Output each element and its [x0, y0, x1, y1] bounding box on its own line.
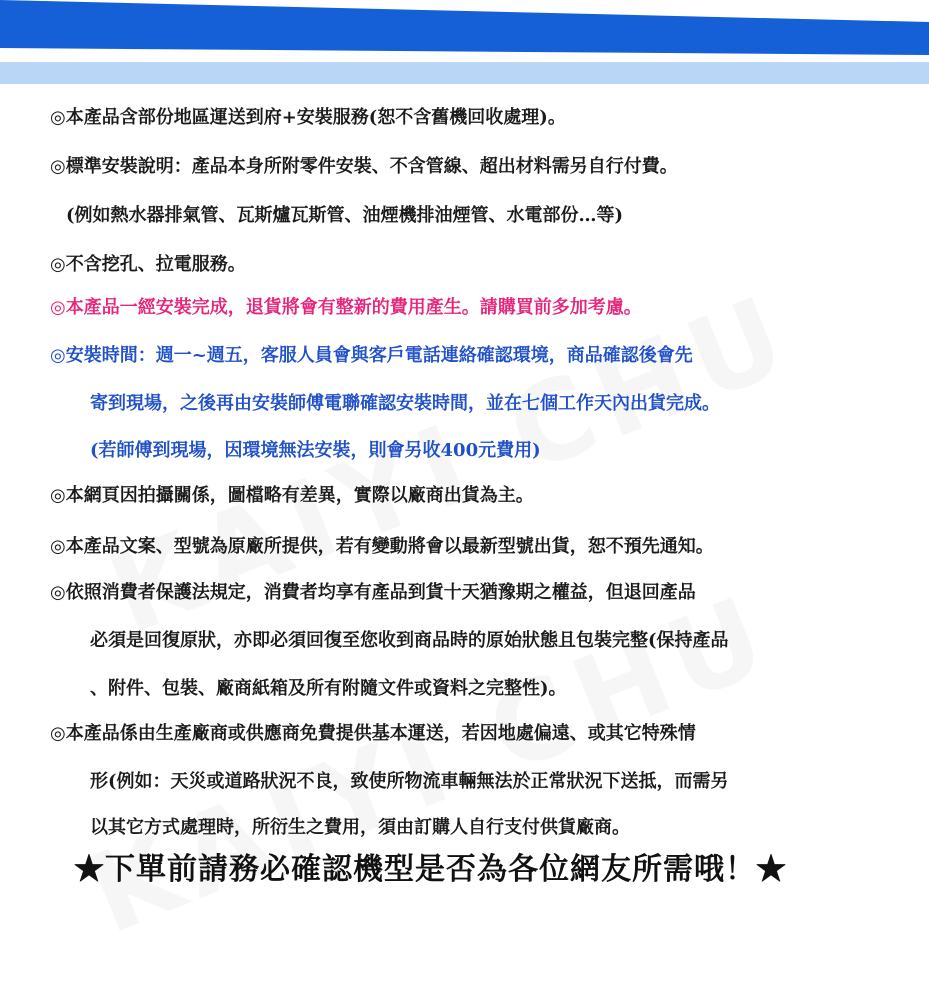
notice-line-shipping-cont: 形(例如：天災或道路狀況不良，致使所物流車輛無法於正常狀況下送抵，而需另: [90, 771, 729, 792]
watermark-text: [72, 569, 790, 958]
top-banner-band: [0, 62, 929, 84]
notice-final-reminder: ★下單前請務必確認機型是否為各位網友所需哦！★: [74, 852, 787, 887]
notice-line-no-drilling: ◎不含挖孔、拉電服務。: [50, 254, 246, 275]
notice-line-photo-disclaimer: ◎本網頁因拍攝關係，圖檔略有差異，實際以廠商出貨為主。: [50, 485, 534, 506]
notice-line-install-time: ◎安裝時間：週一~週五，客服人員會與客戶電話連絡確認環境，商品確認後會先: [50, 345, 693, 366]
notice-line-install-time-cont: 寄到現場，之後再由安裝師傅電聯確認安裝時間，並在七個工作天內出貨完成。: [90, 393, 720, 414]
notice-line-shipping: ◎本產品係由生產廠商或供應商免費提供基本運送，若因地處偏遠、或其它特殊情: [50, 723, 696, 744]
notice-line-return-fee-warning: ◎本產品一經安裝完成，退貨將會有整新的費用產生。請購買前多加考慮。: [50, 297, 642, 318]
notice-line-install-examples: (例如熱水器排氣管、瓦斯爐瓦斯管、油煙機排油煙管、水電部份…等): [66, 205, 624, 226]
notice-line-delivery: ◎本產品含部份地區運送到府+安裝服務(恕不含舊機回收處理)。: [50, 107, 566, 128]
notice-line-model-disclaimer: ◎本產品文案、型號為原廠所提供，若有變動將會以最新型號出貨，恕不預先通知。: [50, 536, 714, 557]
banner-stripe-polygon: [0, 0, 929, 55]
notice-line-extra-fee: (若師傅到現場，因環境無法安裝，則會另收400元費用): [90, 440, 541, 461]
top-banner-stripe: [0, 0, 929, 55]
notice-line-consumer-protection-cont: 必須是回復原狀，亦即必須回復至您收到商品時的原始狀態且包裝完整(保持產品: [90, 630, 729, 651]
notice-line-shipping-end: 以其它方式處理時，所衍生之費用，須由訂購人自行支付供貨廠商。: [90, 817, 630, 838]
notice-line-standard-install: ◎標準安裝說明：產品本身所附零件安裝、不含管線、超出材料需另自行付費。: [50, 156, 678, 177]
notice-line-consumer-protection: ◎依照消費者保護法規定，消費者均享有產品到貨十天猶豫期之權益，但退回產品: [50, 582, 696, 603]
banner-stripe-shape: [0, 0, 929, 55]
notice-line-consumer-protection-end: 、附件、包裝、廠商紙箱及所有附隨文件或資料之完整性)。: [90, 678, 567, 699]
